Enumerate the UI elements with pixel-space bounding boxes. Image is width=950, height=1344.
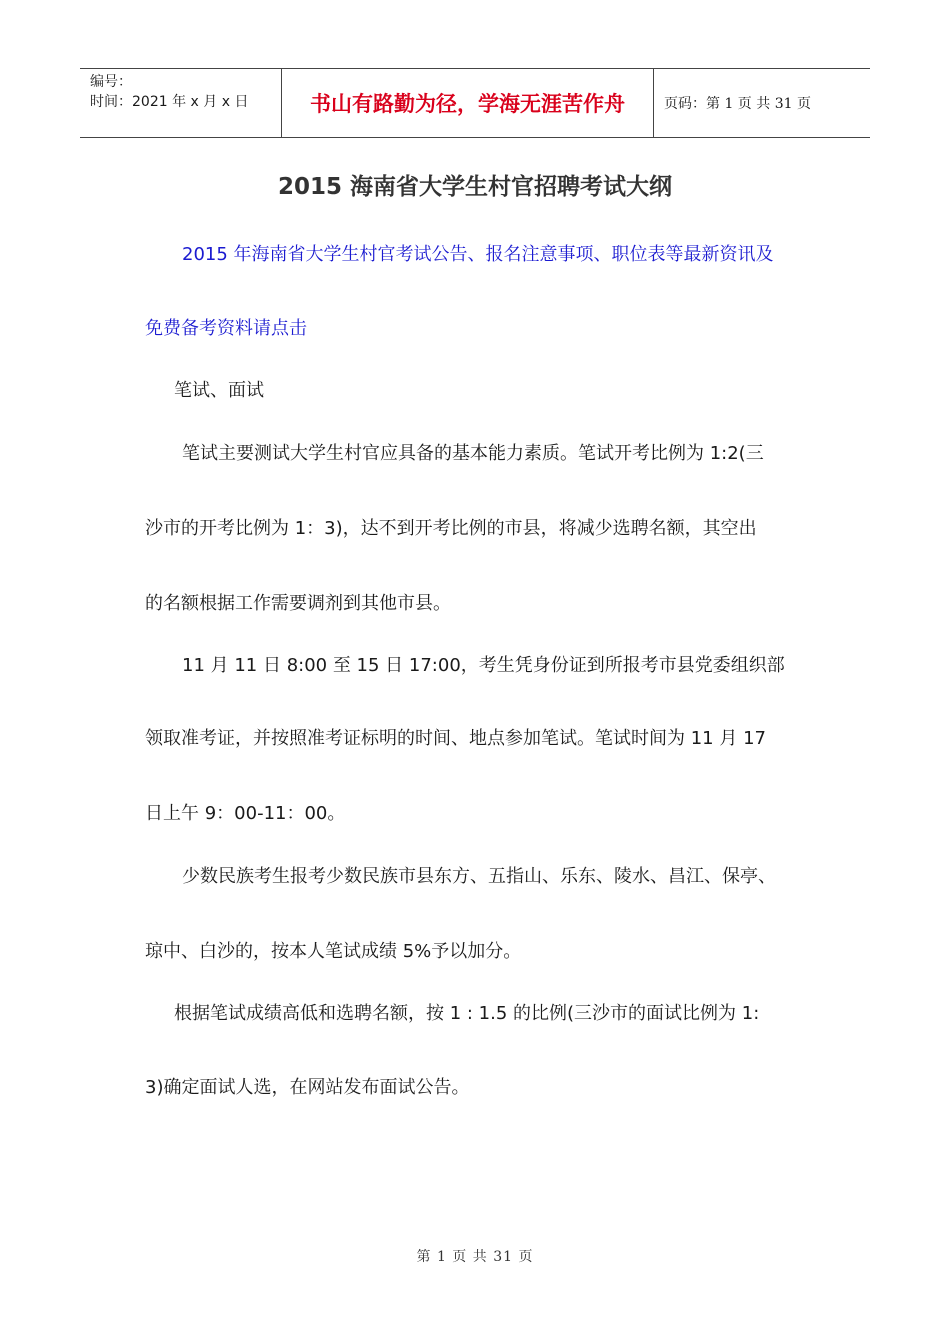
- document-header: [80, 68, 870, 138]
- paragraph-3-line-2: 琼中、白沙的，按本人笔试成绩 5%予以加分。: [145, 941, 522, 962]
- header-motto: 书山有路勤为径，学海无涯苦作舟: [281, 69, 654, 137]
- paragraph-1-line-3: 的名额根据工作需要调剂到其他市县。: [145, 593, 451, 614]
- paragraph-4-line-1: 根据笔试成绩高低和选聘名额，按 1 : 1.5 的比例(三沙市的面试比例为 1:: [174, 1003, 760, 1024]
- paragraph-1-line-1: 笔试主要测试大学生村官应具备的基本能力素质。笔试开考比例为 1:2(三: [182, 443, 764, 464]
- section-heading: 笔试、面试: [174, 380, 264, 401]
- page-footer: 第 1 页 共 31 页: [416, 1249, 534, 1265]
- paragraph-2-line-3: 日上午 9：00-11：00。: [145, 803, 346, 824]
- paragraph-1-line-2: 沙市的开考比例为 1：3)，达不到开考比例的市县，将减少选聘名额，其空出: [145, 518, 757, 539]
- header-meta: [80, 69, 281, 137]
- info-link-line-1[interactable]: 2015 年海南省大学生村官考试公告、报名注意事项、职位表等最新资讯及: [182, 244, 774, 265]
- paragraph-3-line-1: 少数民族考生报考少数民族市县东方、五指山、乐东、陵水、昌江、保亭、: [182, 866, 776, 887]
- paragraph-2-line-2: 领取准考证，并按照准考证标明的时间、地点参加笔试。笔试时间为 11 月 17: [145, 728, 766, 749]
- page-title: 2015 海南省大学生村官招聘考试大纲: [277, 174, 673, 200]
- number-label: 编号：: [90, 74, 132, 90]
- info-link-line-2[interactable]: 免费备考资料请点击: [145, 318, 307, 339]
- date-label: 时间：2021 年 x 月 x 日: [90, 94, 249, 110]
- header-page-info: 页码：第 1 页 共 31 页: [664, 96, 811, 112]
- paragraph-2-line-1: 11 月 11 日 8:00 至 15 日 17:00，考生凭身份证到所报考市县党委组织部: [182, 655, 785, 676]
- paragraph-4-line-2: 3)确定面试人选，在网站发布面试公告。: [145, 1077, 470, 1098]
